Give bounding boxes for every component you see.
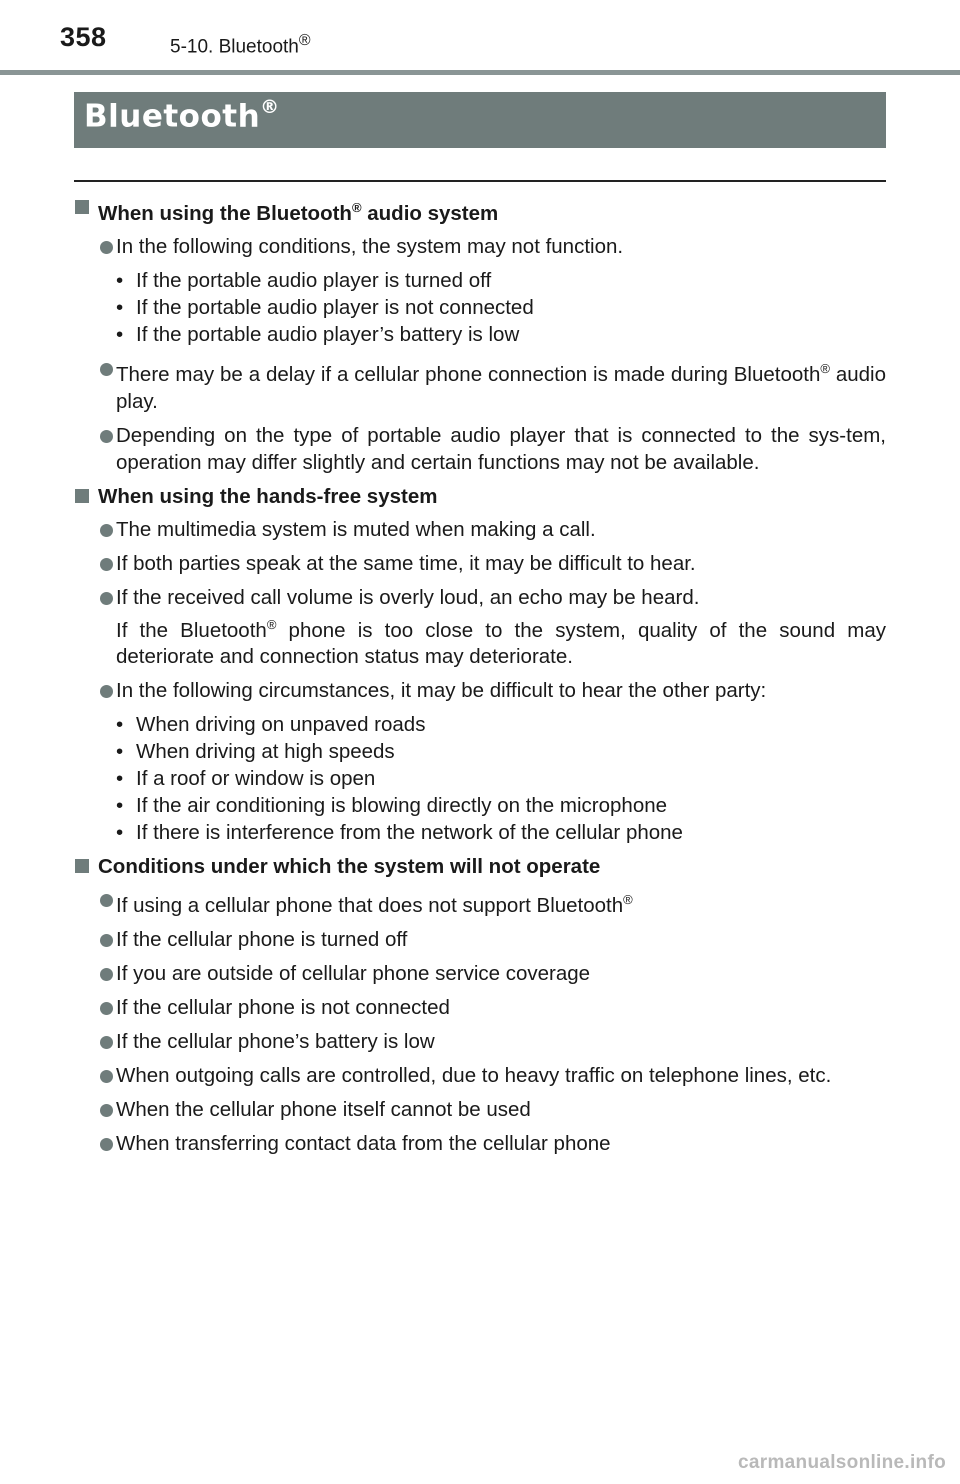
bullet-item	[74, 926, 886, 953]
bullet-item	[74, 1028, 886, 1055]
circle-bullet-icon	[100, 1070, 113, 1083]
heading-text: When using the hands-free system	[98, 484, 438, 508]
sub-list-item: • If the portable audio player is turned off	[74, 267, 886, 294]
circle-bullet-icon	[100, 1138, 113, 1151]
content	[74, 190, 886, 1164]
bullet-text: If the cellular phone is not connected	[116, 996, 450, 1020]
page-title-reg: ®	[260, 96, 280, 118]
bullet-item	[74, 677, 886, 704]
square-bullet-icon	[75, 489, 89, 503]
bullet-item	[74, 355, 886, 415]
circle-bullet-icon	[100, 934, 113, 947]
section-heading	[74, 194, 886, 227]
bullet-item	[74, 584, 886, 671]
bullet-text: In the following conditions, the system may not function.	[116, 234, 624, 258]
bullet-text: If the received call volume is overly loud, an echo may be heard.	[116, 585, 700, 609]
registered-mark: ®	[623, 892, 633, 908]
header-rule	[0, 70, 960, 75]
bullet-item	[74, 550, 886, 577]
bullet-text: audio play.	[116, 362, 886, 413]
sub-list-item: • When driving on unpaved roads	[74, 711, 886, 738]
registered-mark: ®	[266, 616, 277, 632]
bullet-text: In the following circumstances, it may be difficult to hear the other party:	[116, 679, 767, 703]
section-heading	[74, 483, 886, 510]
registered-mark: ®	[820, 360, 830, 376]
bullet-text: There may be a delay if a cellular phone connection is made during Bluetooth	[116, 362, 821, 386]
circle-bullet-icon	[100, 558, 113, 571]
circle-bullet-icon	[100, 685, 113, 698]
bullet-text: Depending on the type of portable audio player that is connected to the sys-tem, operation may differ slightly and certain functions may not be available.	[116, 423, 886, 474]
page-title	[84, 98, 280, 134]
bullet-text: If both parties speak at the same time, it may be difficult to hear.	[116, 551, 696, 575]
watermark: carmanualsonline.info	[738, 1452, 946, 1473]
section-rule	[74, 180, 886, 182]
sub-list-item: • If the portable audio player’s battery is low	[74, 321, 886, 348]
bullet-item	[74, 1130, 886, 1157]
bullet-text: phone is too close to the system, quality of the sound may deteriorate and connection status may deteriorate.	[116, 618, 886, 669]
sub-list	[74, 711, 886, 846]
page-title-text: Bluetooth	[84, 98, 261, 135]
bullet-text: If you are outside of cellular phone service coverage	[116, 962, 591, 986]
bullet-item	[74, 233, 886, 260]
bullet-item	[74, 994, 886, 1021]
heading-text: Conditions under which the system will not operate	[98, 855, 601, 879]
sub-list-item: • When driving at high speeds	[74, 738, 886, 765]
heading-text: When using the Bluetooth	[98, 201, 352, 225]
bullet-text: The multimedia system is muted when making a call.	[116, 517, 596, 541]
circle-bullet-icon	[100, 363, 113, 376]
square-bullet-icon	[75, 200, 89, 214]
circle-bullet-icon	[100, 968, 113, 981]
bullet-text: If the cellular phone is turned off	[116, 928, 408, 952]
sub-list-item: • If the air conditioning is blowing directly on the microphone	[74, 792, 886, 819]
running-head-text: 5-10. Bluetooth	[170, 36, 299, 58]
bullet-text: If using a cellular phone that does not support Bluetooth	[116, 894, 624, 918]
sub-list	[74, 267, 886, 348]
circle-bullet-icon	[100, 1036, 113, 1049]
bullet-item	[74, 1096, 886, 1123]
sub-list-item: • If there is interference from the network of the cellular phone	[74, 819, 886, 846]
heading-text: audio system	[361, 201, 499, 225]
bullet-item	[74, 516, 886, 543]
circle-bullet-icon	[100, 894, 113, 907]
bullet-item	[74, 1062, 886, 1089]
bullet-text: If the cellular phone’s battery is low	[116, 1030, 435, 1054]
page-header	[0, 0, 960, 78]
running-head	[170, 32, 311, 58]
bullet-item	[74, 886, 886, 919]
page-number: 358	[60, 22, 107, 52]
title-bar	[74, 92, 886, 148]
bullet-text: When outgoing calls are controlled, due to heavy traffic on telephone lines, etc.	[116, 1064, 832, 1088]
sub-list-item: • If the portable audio player is not connected	[74, 294, 886, 321]
bullet-text: When the cellular phone itself cannot be used	[116, 1098, 531, 1122]
registered-mark: ®	[351, 200, 362, 215]
circle-bullet-icon	[100, 1104, 113, 1117]
bullet-text: If the Bluetooth	[116, 618, 267, 642]
running-head-reg: ®	[298, 32, 311, 49]
circle-bullet-icon	[100, 241, 113, 254]
bullet-text: When transferring contact data from the cellular phone	[116, 1132, 611, 1156]
square-bullet-icon	[75, 859, 89, 873]
bullet-item	[74, 960, 886, 987]
sub-list-item: • If a roof or window is open	[74, 765, 886, 792]
circle-bullet-icon	[100, 592, 113, 605]
bullet-item	[74, 422, 886, 476]
circle-bullet-icon	[100, 524, 113, 537]
circle-bullet-icon	[100, 1002, 113, 1015]
section-heading	[74, 853, 886, 880]
circle-bullet-icon	[100, 430, 113, 443]
